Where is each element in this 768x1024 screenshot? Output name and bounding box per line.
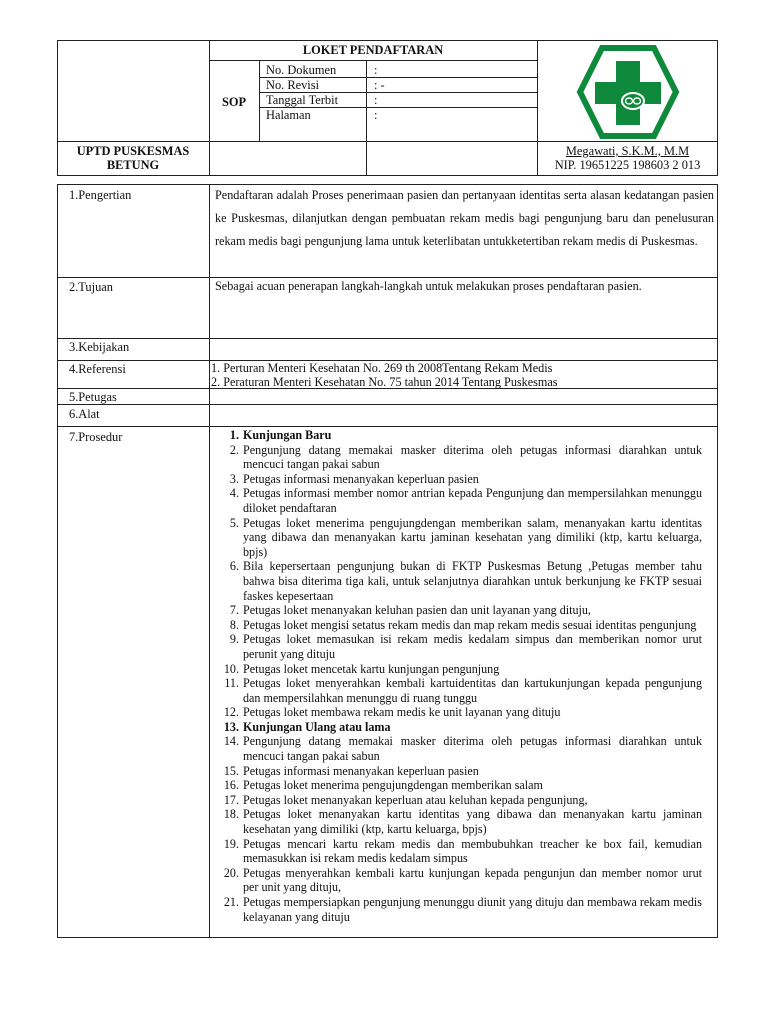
procedure-step-number: 1.: [229, 428, 239, 442]
procedure-step-number: 21.: [223, 895, 239, 909]
section-label-referensi: 4.Referensi: [69, 362, 126, 376]
prosedur-list: [220, 428, 702, 924]
procedure-step-number: 2.: [229, 442, 239, 457]
procedure-step-text: Petugas loket menerima pengujungdengan memberikan salam: [243, 778, 543, 793]
procedure-step: [220, 662, 702, 677]
procedure-step-number: 17.: [223, 792, 239, 807]
procedure-step-number: 7.: [229, 603, 239, 618]
procedure-step: [220, 837, 702, 866]
procedure-step-text: Petugas loket mengisi setatus rekam medis dan map rekam medis sesuai identitas pengunjung: [243, 617, 697, 632]
procedure-step: [220, 676, 702, 705]
procedure-step: [220, 734, 702, 763]
doc-field-label: No. Dokumen: [266, 63, 337, 77]
procedure-step: [220, 618, 702, 633]
doc-field-label: No. Revisi: [266, 78, 320, 92]
procedure-step-number: 11.: [224, 676, 239, 691]
procedure-step-number: 8.: [229, 617, 239, 632]
doc-field-value: :: [374, 108, 378, 122]
section-label-prosedur: 7.Prosedur: [69, 430, 123, 444]
procedure-step-number: 16.: [223, 778, 239, 793]
org-name: UPTD PUSKESMAS: [76, 144, 190, 158]
procedure-step-text: Petugas loket membawa rekam medis ke unit layanan yang dituju: [243, 705, 561, 720]
procedure-step: [220, 807, 702, 836]
procedure-step: [220, 720, 702, 735]
procedure-step: [220, 516, 702, 560]
referensi-item: 2. Peraturan Menteri Kesehatan No. 75 tahun 2014 Tentang Puskesmas: [211, 375, 558, 389]
signatory-name: Megawati, S.K.M., M.M: [565, 144, 690, 158]
document-title: LOKET PENDAFTARAN: [302, 43, 444, 57]
procedure-step: [220, 632, 702, 661]
section-label-tujuan: 2.Tujuan: [69, 280, 113, 294]
procedure-step-text: Kunjungan Ulang atau lama: [243, 719, 391, 734]
procedure-step-text: Kunjungan Baru: [243, 428, 332, 442]
procedure-step: [220, 705, 702, 720]
signatory-nip: NIP. 19651225 198603 2 013: [554, 158, 701, 172]
referensi-item: 1. Perturan Menteri Kesehatan No. 269 th 2008Tentang Rekam Medis: [211, 361, 553, 375]
tujuan-text: Sebagai acuan penerapan langkah-langkah untuk melakukan proses pendaftaran pasien.: [215, 279, 642, 293]
procedure-step: [220, 603, 702, 618]
sop-label: SOP: [221, 95, 247, 109]
pengertian-text: Pendaftaran adalah Proses penerimaan pasien dan pertanyaan identitas serta alasan kedatangan pasien ke Puskesmas, dilanjutkan dengan pembuatan rekam medis bagi pengunjung baru dan penelusuran rekam medis bagi pengunjung lama untuk keterlibatan untukketertiban rekam medis di Puskesmas.: [215, 188, 714, 248]
procedure-step-number: 4.: [229, 486, 239, 501]
section-label-alat: 6.Alat: [69, 407, 100, 421]
doc-field-value: :: [374, 93, 378, 107]
doc-field-value: :: [374, 63, 378, 77]
procedure-step-text: Bila kepersertaan pengunjung bukan di FKTP Puskesmas Betung ,Petugas member tahu bahwa bisa diterima tiga kali, untuk selanjutnya diarahkan untuk berkunjung ke FKTP sesuai faskes kepesertaan: [243, 559, 702, 603]
procedure-step-number: 14.: [223, 734, 239, 749]
procedure-step-number: 12.: [223, 705, 239, 720]
procedure-step-number: 15.: [223, 763, 239, 778]
procedure-step-number: 19.: [223, 836, 239, 851]
procedure-step-text: Petugas mempersiapkan pengunjung menunggu diunit yang dituju dan membawa rekam medis kelayanan yang dituju: [243, 895, 702, 924]
procedure-step-text: Petugas informasi menanyakan keperluan pasien: [243, 763, 479, 778]
procedure-step-number: 18.: [223, 807, 239, 822]
procedure-step: [220, 764, 702, 779]
procedure-step: [220, 559, 702, 603]
procedure-step-text: Petugas menyerahkan kembali kartu kunjungan kepada pengunjun dan member nomor urut per unit yang dituju,: [243, 865, 702, 895]
section-label-petugas: 5.Petugas: [69, 390, 117, 404]
procedure-step-text: Petugas loket menanyakan kartu identitas yang dibawa dan menanyakan kartu jaminan kesehatan yang dimiliki (ktp, kartu keluarga, bpjs): [243, 807, 702, 837]
procedure-step-number: 5.: [229, 515, 239, 530]
procedure-step-number: 20.: [223, 865, 239, 880]
procedure-step-number: 13.: [223, 719, 239, 734]
procedure-step: [220, 895, 702, 924]
doc-field-label: Halaman: [266, 108, 311, 122]
procedure-step-text: Petugas loket menyerahkan kembali kartuidentitas dan kartukunjungan kepada pengunjung dan mempersilahkan menunggu di ruang tunggu: [243, 676, 702, 705]
procedure-step: [220, 778, 702, 793]
procedure-step-text: Pengunjung datang memakai masker diterima oleh petugas informasi diarahkan untuk mencuci tangan pakai sabun: [243, 734, 702, 764]
procedure-step: [220, 472, 702, 487]
procedure-step-text: Petugas mencari kartu rekam medis dan membubuhkan treacher ke box fail, kemudian memasukkan isi rekam medis kedalam simpus: [243, 836, 702, 866]
procedure-step-text: Petugas loket menerima pengujungdengan memberikan salam, menanyakan kartu identitas yang dibawa dan menanyakan kartu jaminan kesehatan yang dimiliki (ktp, kartu keluarga, bpjs): [243, 515, 702, 559]
procedure-step-number: 10.: [223, 661, 239, 676]
procedure-step-text: Petugas loket menanyakan keluhan pasien dan unit layanan yang dituju,: [243, 603, 591, 618]
procedure-step: [220, 443, 702, 472]
procedure-step-text: Pengunjung datang memakai masker diterima oleh petugas informasi diarahkan untuk mencuci tangan pakai sabun: [243, 442, 702, 472]
section-label-pengertian: 1.Pengertian: [69, 188, 132, 202]
procedure-step-text: Petugas loket memasukan isi rekam medis kedalam simpus dan memberikan nomor urut perunit yang dituju: [243, 632, 702, 661]
procedure-step-number: 6.: [229, 559, 239, 574]
procedure-step-text: Petugas loket mencetak kartu kunjungan pengunjung: [243, 661, 500, 676]
procedure-step-number: 3.: [229, 471, 239, 486]
procedure-step: [220, 428, 702, 443]
procedure-step-text: Petugas loket menanyakan keperluan atau keluhan kepada pengunjung,: [243, 792, 588, 807]
org-name-line2: BETUNG: [106, 158, 160, 172]
puskesmas-logo-icon: [576, 44, 680, 140]
procedure-step-text: Petugas informasi member nomor antrian kepada Pengunjung dan mempersilahkan menunggu diloket pendaftaran: [243, 486, 702, 515]
procedure-step-text: Petugas informasi menanyakan keperluan pasien: [243, 471, 479, 486]
section-label-kebijakan: 3.Kebijakan: [69, 340, 130, 354]
doc-field-label: Tanggal Terbit: [266, 93, 339, 107]
procedure-step: [220, 486, 702, 515]
procedure-step: [220, 793, 702, 808]
doc-field-value: : -: [374, 78, 385, 92]
procedure-step: [220, 866, 702, 895]
procedure-step-number: 9.: [229, 632, 239, 647]
